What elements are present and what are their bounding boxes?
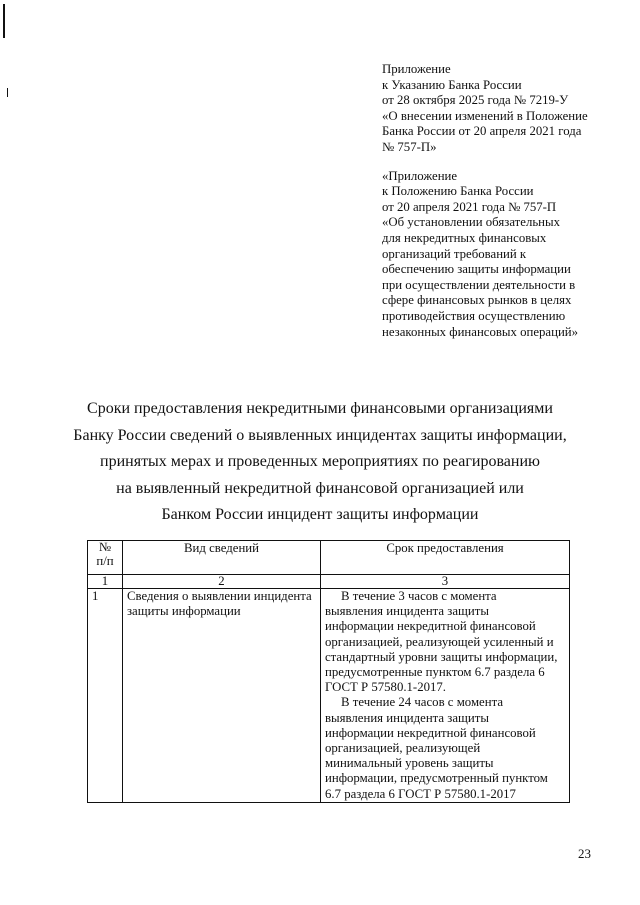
index-cell: 2	[123, 575, 321, 589]
inner-appendix-line: сфере финансовых рынков в целях	[382, 293, 572, 308]
title-line: принятых мерах и проведенных мероприятиях по реагированию	[100, 453, 540, 470]
table-index-row	[88, 575, 570, 589]
inner-appendix-line: при осуществлении деятельности в	[382, 277, 576, 292]
term-line: выявления инцидента защиты	[325, 710, 489, 725]
row-kind	[123, 589, 321, 803]
term-line: минимальный уровень защиты	[325, 756, 494, 771]
inner-appendix-line: от 20 апреля 2021 года № 757-П	[382, 199, 557, 214]
term-line: выявления инцидента защиты	[325, 604, 489, 619]
term-line: В течение 3 часов с момента	[341, 589, 497, 603]
table-row	[88, 589, 570, 803]
term-line: ГОСТ Р 57580.1-2017.	[325, 680, 446, 695]
header-term: Срок предоставления	[321, 541, 570, 575]
term-line: информации, предусмотренный пунктом	[325, 771, 548, 786]
inner-appendix-line: к Положению Банка России	[382, 184, 534, 199]
title-line: на выявленный некредитной финансовой организацией или	[116, 479, 524, 497]
term-line: организацией, реализующей усиленный и	[325, 634, 554, 649]
appendix-line: «О внесении изменений в Положение	[382, 108, 588, 123]
inner-appendix-line: незаконных финансовых операций»	[382, 324, 579, 339]
title-line: Сроки предоставления некредитными финансовыми организациями	[87, 400, 553, 417]
appendix-line: от 28 октября 2025 года № 7219-У	[382, 93, 569, 108]
scan-edge-mark	[3, 4, 5, 38]
appendix-line: к Указанию Банка России	[382, 77, 522, 92]
term-line: организацией, реализующей	[325, 741, 481, 756]
appendix-line: № 757-П»	[382, 139, 437, 154]
page-number: 23	[578, 846, 591, 861]
reporting-terms-table	[87, 540, 570, 803]
table-header-row	[88, 541, 570, 575]
inner-appendix-line: противодействия осуществлению	[382, 308, 566, 323]
inner-appendix-line: «Приложение	[382, 168, 458, 183]
term-line: В течение 24 часов с момента	[341, 695, 503, 710]
inner-appendix-line: «Об установлении обязательных	[382, 215, 561, 230]
term-line: предусмотренные пунктом 6.7 раздела 6	[325, 665, 545, 680]
term-line: информации некредитной финансовой	[325, 725, 536, 740]
appendix-line: Приложение	[382, 62, 451, 76]
appendix-line: Банка России от 20 апреля 2021 года	[382, 124, 582, 139]
inner-appendix-line: обеспечению защиты информации	[382, 262, 571, 277]
header-number-line: №	[98, 540, 112, 554]
scan-edge-mark-small	[7, 88, 8, 97]
term-line: 6.7 раздела 6 ГОСТ Р 57580.1-2017	[325, 786, 516, 801]
document-title	[70, 396, 570, 529]
title-line: Банком России инцидент защиты информации	[161, 506, 479, 523]
index-cell: 3	[321, 575, 570, 589]
header-number-line: п/п	[96, 553, 114, 568]
row-kind-line: Сведения о выявлении инцидента	[127, 589, 312, 603]
appendix-gap	[382, 156, 622, 169]
header-kind: Вид сведений	[123, 541, 321, 575]
title-line: Банку России сведений о выявленных инцидентах защиты информации,	[73, 426, 567, 444]
term-line: стандартный уровни защиты информации,	[325, 649, 558, 664]
index-cell: 1	[88, 575, 123, 589]
row-kind-line: защиты информации	[127, 604, 241, 619]
inner-appendix-line: для некредитных финансовых	[382, 230, 547, 245]
appendix-block	[382, 62, 622, 340]
row-number: 1	[88, 589, 123, 803]
inner-appendix-line: организаций требований к	[382, 246, 527, 261]
term-line: информации некредитной финансовой	[325, 619, 536, 634]
header-number	[88, 541, 123, 575]
row-term	[321, 589, 570, 803]
